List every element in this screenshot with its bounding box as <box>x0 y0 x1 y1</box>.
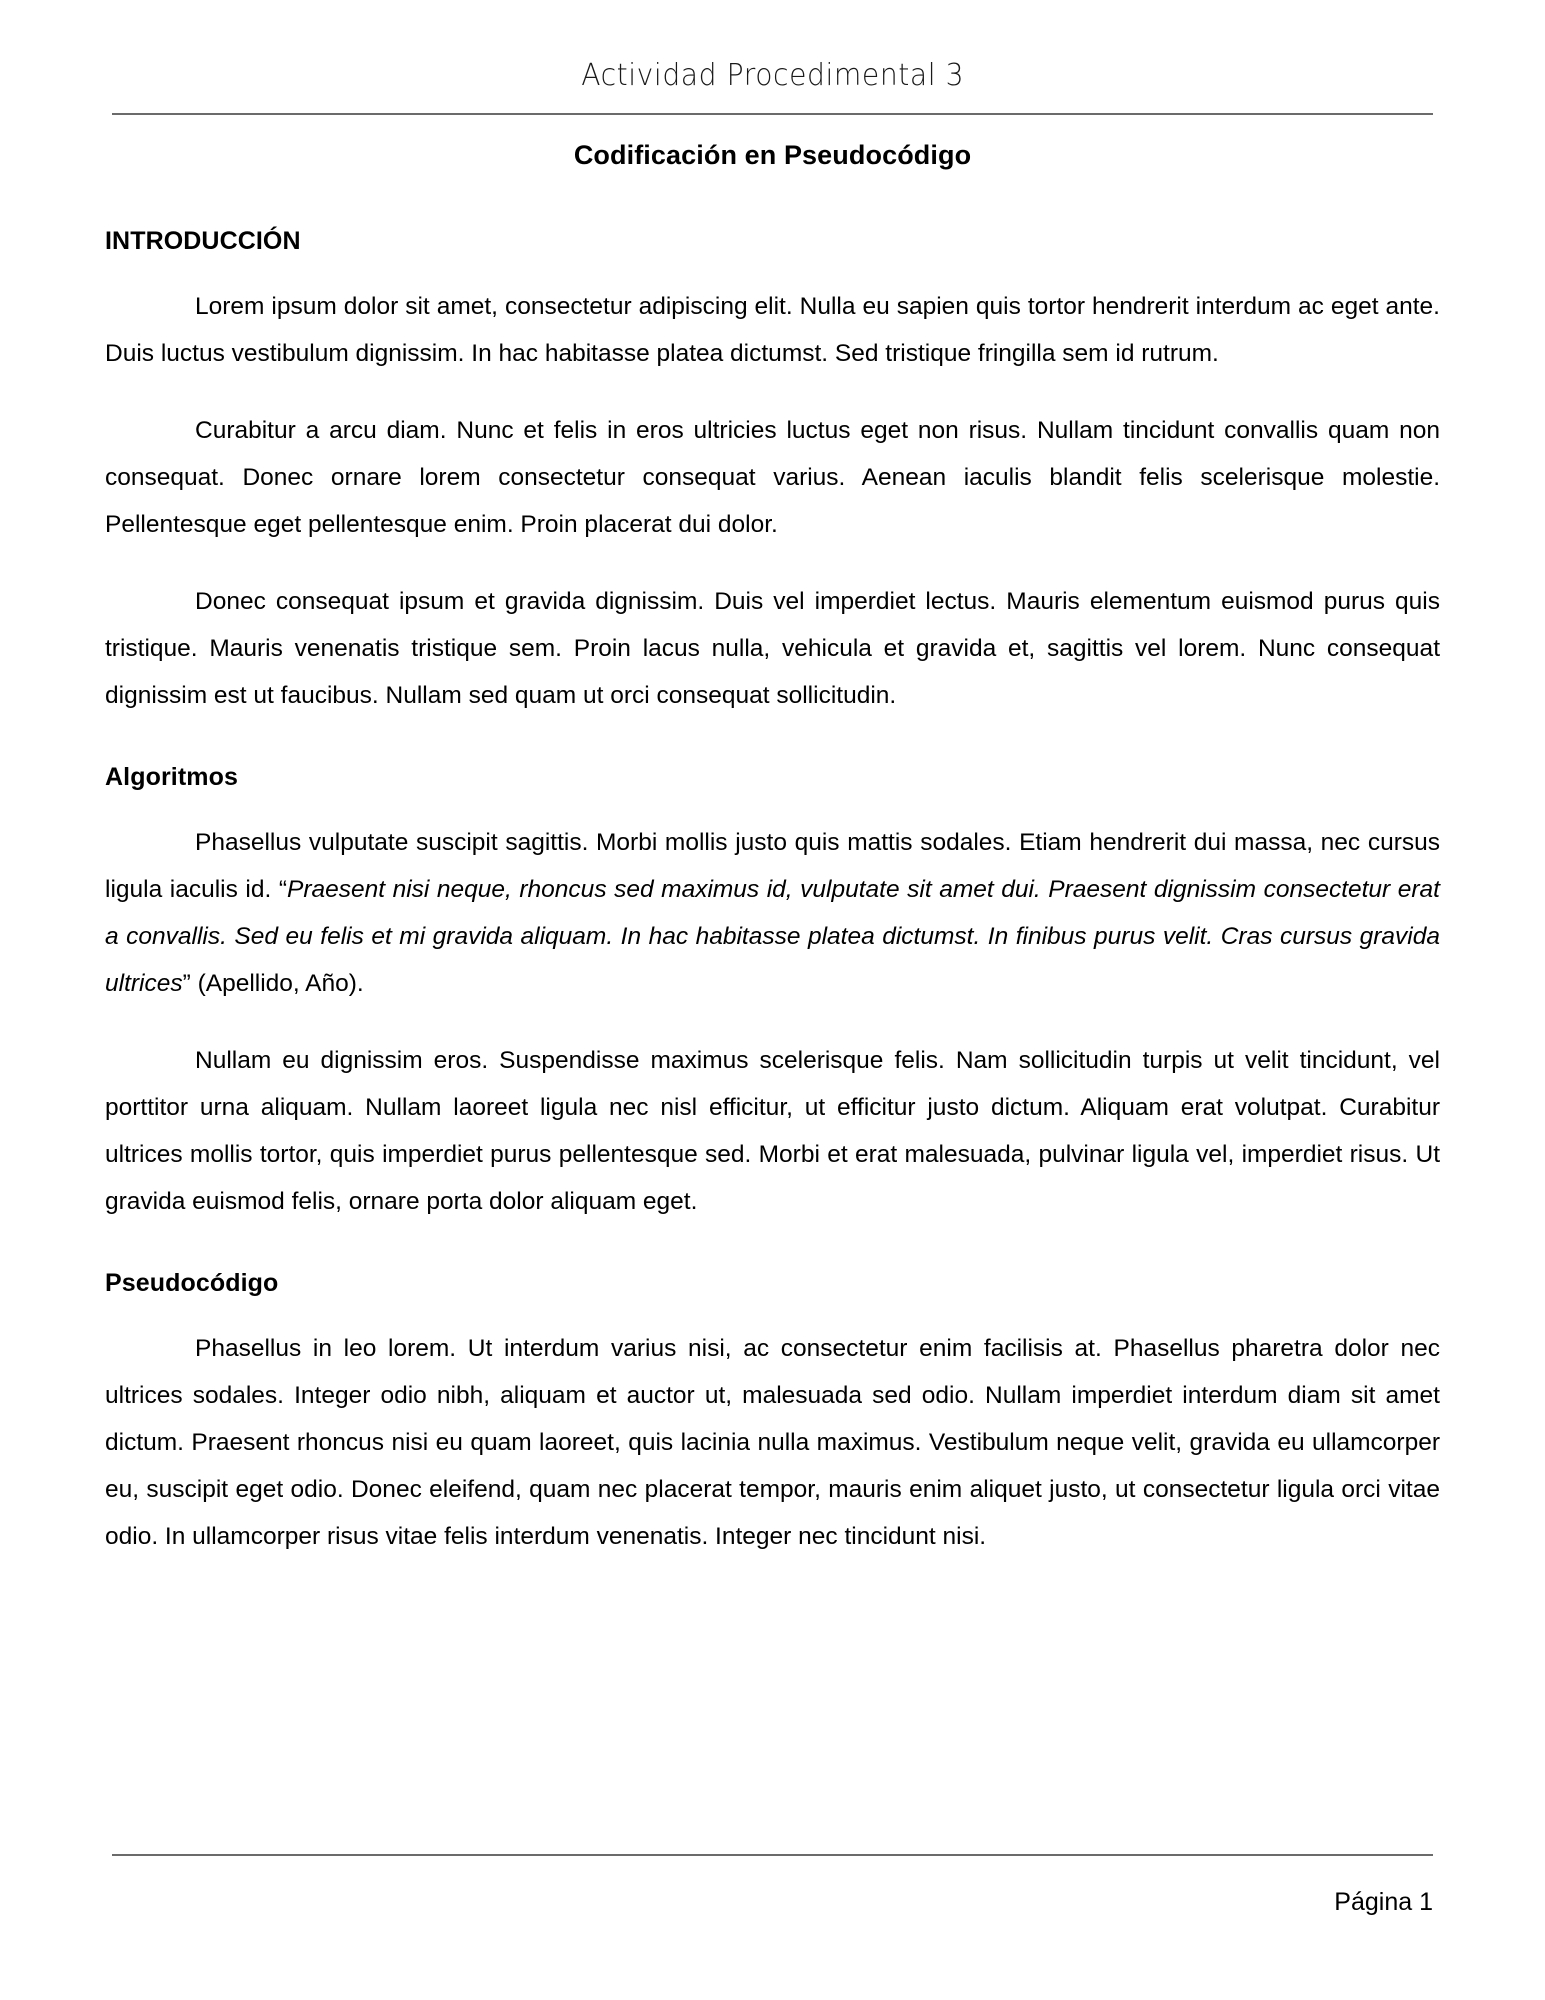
header-title: Actividad Procedimental 3 <box>581 58 964 93</box>
header-divider <box>112 113 1433 115</box>
page-footer <box>112 1888 1433 1917</box>
block-quote-text: Praesent nisi neque, rhoncus sed maximus id, vulputate sit amet dui. Praesent dignissim consectetur erat a convallis. Sed eu felis et mi gravida aliquam. In hac habitasse platea dictumst. In finibus purus velit. Cras cursus gravida ultrices <box>105 876 1440 997</box>
section-heading-algoritmos: Algoritmos <box>105 763 238 791</box>
paragraph: Phasellus in leo lorem. Ut interdum varius nisi, ac consectetur enim facilisis at. Phasellus pharetra dolor nec ultrices sodales. Integer odio nibh, aliquam et auctor ut, malesuada sed odio. Nullam imperdiet interdum diam sit amet dictum. Praesent rhoncus nisi eu quam laoreet, quis lacinia nulla maximus. Vestibulum neque velit, gravida eu ullamcorper eu, suscipit eget odio. Donec eleifend, quam nec placerat tempor, mauris enim aliquet justo, ut consectetur ligula orci vitae odio. In ullamcorper risus vitae felis interdum venenatis. Integer nec tincidunt nisi. <box>105 1335 1440 1550</box>
page-number: Página 1 <box>1334 1888 1433 1916</box>
paragraph: Curabitur a arcu diam. Nunc et felis in eros ultricies luctus eget non risus. Nullam tincidunt convallis quam non consequat. Donec ornare lorem consectetur consequat varius. Aenean iaculis blandit felis scelerisque molestie. Pellentesque eget pellentesque enim. Proin placerat dui dolor. <box>105 417 1440 538</box>
paragraph: Lorem ipsum dolor sit amet, consectetur adipiscing elit. Nulla eu sapien quis tortor hendrerit interdum ac eget ante. Duis luctus vestibulum dignissim. In hac habitasse platea dictumst. Sed tristique fringilla sem id rutrum. <box>105 293 1440 367</box>
footer-divider <box>112 1854 1433 1856</box>
paragraph-with-quote <box>105 819 1440 1007</box>
quote-lead-text: Phasellus vulputate suscipit sagittis. Morbi mollis justo quis mattis sodales. Etiam hendrerit dui massa, nec cursus ligula iaculis id. “ <box>105 829 1440 903</box>
section-heading-pseudocodigo: Pseudocódigo <box>105 1269 279 1297</box>
page-header <box>0 58 1545 93</box>
citation-text: ” (Apellido, Año). <box>182 970 364 997</box>
section-heading-introduccion: INTRODUCCIÓN <box>105 227 301 255</box>
page-title: Codificación en Pseudocódigo <box>573 140 972 170</box>
document-body <box>105 140 1440 1560</box>
paragraph: Donec consequat ipsum et gravida dignissim. Duis vel imperdiet lectus. Mauris elementum euismod purus quis tristique. Mauris venenatis tristique sem. Proin lacus nulla, vehicula et gravida et, sagittis vel lorem. Nunc consequat dignissim est ut faucibus. Nullam sed quam ut orci consequat sollicitudin. <box>105 588 1440 709</box>
paragraph: Nullam eu dignissim eros. Suspendisse maximus scelerisque felis. Nam sollicitudin turpis ut velit tincidunt, vel porttitor urna aliquam. Nullam laoreet ligula nec nisl efficitur, ut efficitur justo dictum. Aliquam erat volutpat. Curabitur ultrices mollis tortor, quis imperdiet purus pellentesque sed. Morbi et erat malesuada, pulvinar ligula vel, imperdiet risus. Ut gravida euismod felis, ornare porta dolor aliquam eget. <box>105 1047 1440 1215</box>
